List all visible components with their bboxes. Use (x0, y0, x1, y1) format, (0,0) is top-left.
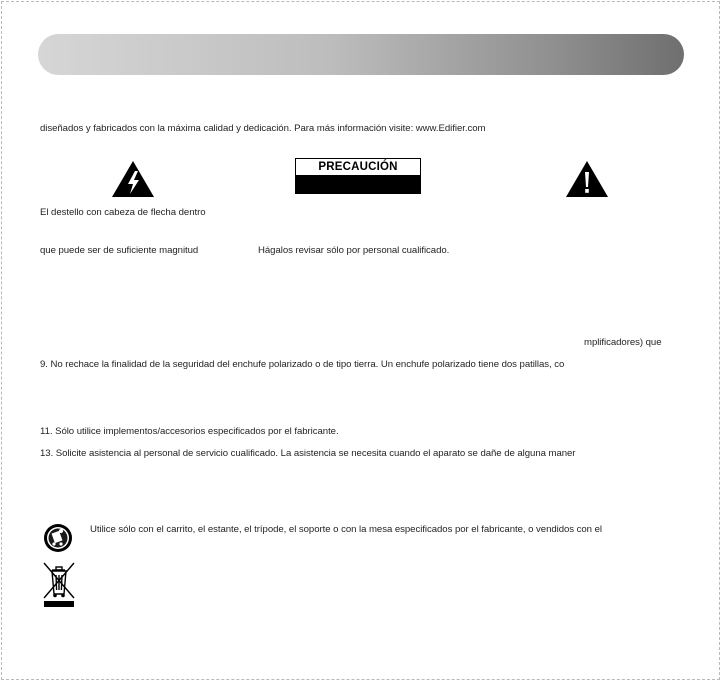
amplifiers-fragment: mplificadores) que (584, 337, 662, 348)
lightning-warning-icon (111, 160, 155, 198)
weee-bin-icon (41, 560, 77, 608)
exclamation-warning-icon (565, 160, 609, 198)
intro-text: diseñados y fabricados con la máxima calidad y dedicación. Para más información visite: www.Edifier.com (40, 123, 486, 134)
caution-box (295, 158, 421, 194)
cart-warning-text: Utilice sólo con el carrito, el estante, el trípode, el soporte o con la mesa especificados por el fabricante, o vendidos con el (90, 524, 602, 535)
lightning-caption: El destello con cabeza de flecha dentro (40, 207, 206, 218)
instruction-item-9: 9. No rechace la finalidad de la seguridad del enchufe polarizado o de tipo tierra. Un enchufe polarizado tiene dos patillas, co (40, 359, 565, 370)
header-bar (38, 34, 684, 75)
instruction-item-13: 13. Solicite asistencia al personal de servicio cualificado. La asistencia se necesita cuando el aparato se dañe de alguna maner (40, 448, 576, 459)
cart-tipover-icon (43, 523, 73, 553)
lightning-caption-line2: que puede ser de suficiente magnitud (40, 245, 199, 256)
instruction-item-11: 11. Sólo utilice implementos/accesorios especificados por el fabricante. (40, 426, 339, 437)
caution-label: PRECAUCIÓN (296, 159, 420, 175)
service-text: Hágalos revisar sólo por personal cualificado. (258, 245, 450, 256)
